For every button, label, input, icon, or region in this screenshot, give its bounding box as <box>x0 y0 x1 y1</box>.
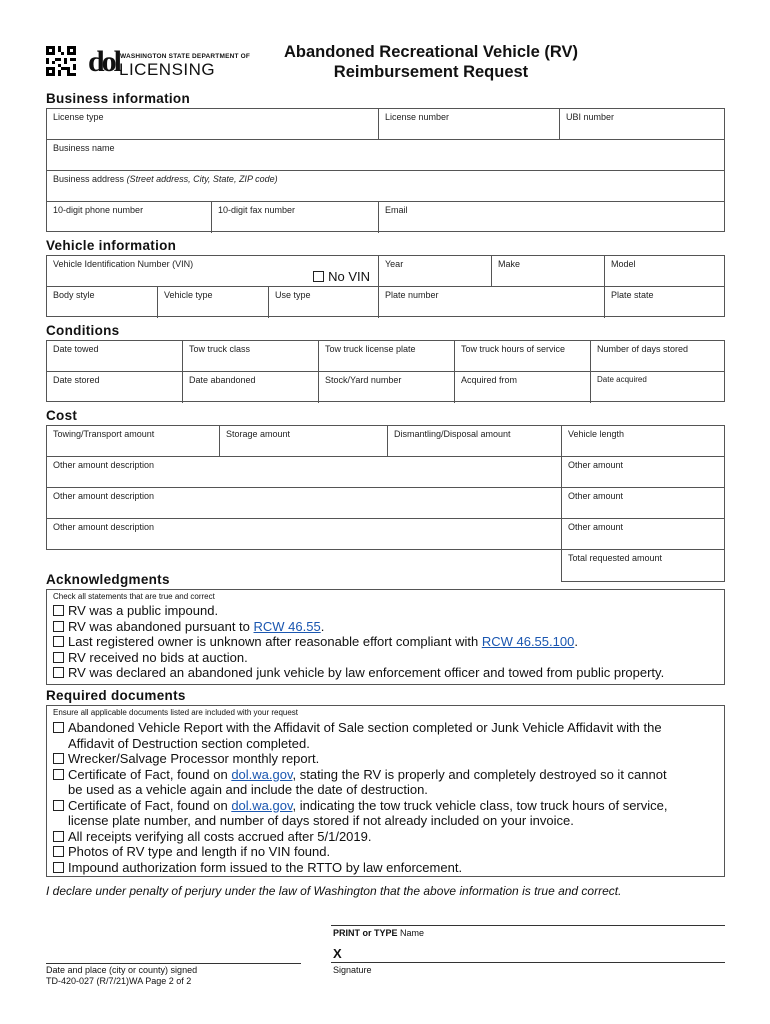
ack-checkbox-1[interactable] <box>53 605 64 616</box>
fax-number-label: 10-digit fax number <box>218 205 296 215</box>
date-abandoned-field[interactable] <box>183 372 319 403</box>
req-item-photos <box>53 844 720 860</box>
ack-checkbox-4[interactable] <box>53 652 64 663</box>
vehicle-length-label: Vehicle length <box>568 429 625 439</box>
business-address-label-text: Business address <box>53 174 125 184</box>
storage-amount-label: Storage amount <box>226 429 291 439</box>
req-text-6: Photos of RV type and length if no VIN found. <box>68 844 331 859</box>
print-name-line[interactable] <box>331 925 725 926</box>
tow-truck-class-field[interactable] <box>183 341 319 371</box>
make-field[interactable] <box>492 256 605 286</box>
dismantling-amount-field[interactable] <box>388 426 562 456</box>
agency-name-main: LICENSING <box>119 60 216 79</box>
acknowledgments-box <box>46 589 725 685</box>
other-amount-label-2: Other amount <box>568 491 624 501</box>
business-address-field[interactable] <box>47 171 724 201</box>
stock-yard-number-label: Stock/Yard number <box>325 375 402 385</box>
date-place-label: Date and place (city or county) signed <box>46 965 198 975</box>
business-address-hint: (Street address, City, State, ZIP code) <box>126 174 278 184</box>
req-text-4b: , indicating the tow truck vehicle class, tow truck hours of service, <box>292 797 668 813</box>
vehicle-length-field[interactable] <box>562 426 724 456</box>
fax-number-field[interactable] <box>212 202 379 233</box>
vehicle-row-2 <box>47 287 724 318</box>
towing-amount-field[interactable] <box>47 426 220 456</box>
date-place-line[interactable] <box>46 963 301 964</box>
acknowledgments-heading: Acknowledgments <box>46 572 170 587</box>
conditions-table <box>46 340 725 402</box>
req-item-receipts <box>53 829 720 845</box>
other-amount-field-1[interactable] <box>562 457 724 487</box>
print-name-label-bold: PRINT or TYPE <box>333 928 398 938</box>
date-towed-label: Date towed <box>53 344 99 354</box>
req-text-4c: license plate number, and number of days stored if not already included on your invoice. <box>68 813 574 828</box>
conditions-row-2 <box>47 372 724 403</box>
cost-row-4 <box>47 519 724 550</box>
total-requested-amount-label: Total requested amount <box>568 553 663 563</box>
no-vin-option <box>313 269 370 284</box>
body-style-field[interactable] <box>47 287 158 318</box>
tow-truck-plate-field[interactable] <box>319 341 455 371</box>
date-acquired-label: Date acquired <box>597 375 647 384</box>
date-stored-field[interactable] <box>47 372 183 403</box>
date-abandoned-label: Date abandoned <box>189 375 256 385</box>
req-text-3c: be used as a vehicle again and include the date of destruction. <box>68 782 428 797</box>
cost-heading: Cost <box>46 408 78 423</box>
email-field[interactable] <box>379 202 724 233</box>
body-style-label: Body style <box>53 290 95 300</box>
tow-truck-hours-label: Tow truck hours of service <box>461 344 566 354</box>
req-text-1a: Abandoned Vehicle Report with the Affidavit of Sale section completed or Junk Vehicle Affidavit with the <box>68 720 662 735</box>
required-documents-box <box>46 705 725 877</box>
business-information-heading: Business information <box>46 91 191 106</box>
ack-item-owner-unknown <box>53 634 720 650</box>
business-address-label <box>53 174 278 184</box>
cost-table <box>46 425 725 550</box>
use-type-field[interactable] <box>269 287 379 318</box>
cost-row-2 <box>47 457 724 488</box>
req-item-certificate-tow <box>53 798 720 829</box>
date-stored-label: Date stored <box>53 375 100 385</box>
year-field[interactable] <box>379 256 492 286</box>
other-description-field-2[interactable] <box>47 488 562 518</box>
perjury-declaration: I declare under penalty of perjury under the law of Washington that the above information is true and correct. <box>46 884 622 898</box>
plate-number-field[interactable] <box>379 287 605 318</box>
use-type-label: Use type <box>275 290 311 300</box>
vehicle-information-table <box>46 255 725 317</box>
phone-number-field[interactable] <box>47 202 212 233</box>
vehicle-type-field[interactable] <box>158 287 269 318</box>
email-label: Email <box>385 205 408 215</box>
req-text-3a: Certificate of Fact, found on <box>68 766 232 782</box>
ack-item-junk-vehicle <box>53 665 720 681</box>
req-text-7: Impound authorization form issued to the RTTO by law enforcement. <box>68 859 463 875</box>
signature-label: Signature <box>333 965 372 975</box>
ack-item-abandoned <box>53 619 720 635</box>
model-field[interactable] <box>605 256 724 286</box>
form-title <box>261 42 601 82</box>
signature-x-mark: X <box>333 946 342 961</box>
req-item-abandoned-report <box>53 720 720 751</box>
business-row-4 <box>47 202 724 233</box>
signature-line[interactable] <box>331 962 725 963</box>
business-row-2 <box>47 140 724 171</box>
qr-code-icon <box>46 46 76 76</box>
vehicle-row-1 <box>47 256 724 287</box>
ack-checkbox-2[interactable] <box>53 621 64 632</box>
other-description-field-1[interactable] <box>47 457 562 487</box>
req-checkbox-4[interactable] <box>53 800 64 811</box>
ack-checkbox-5[interactable] <box>53 667 64 678</box>
ack-text-5: RV was declared an abandoned junk vehicle by law enforcement officer and towed from public property. <box>68 665 665 680</box>
business-name-label: Business name <box>53 143 115 153</box>
year-label: Year <box>385 259 404 269</box>
tow-truck-hours-field[interactable] <box>455 341 591 371</box>
req-checkbox-5[interactable] <box>53 831 64 842</box>
req-checkbox-7[interactable] <box>53 862 64 873</box>
no-vin-checkbox[interactable] <box>313 271 324 282</box>
total-requested-amount-field[interactable] <box>561 550 725 582</box>
req-item-wrecker-report <box>53 751 720 767</box>
ack-item-no-bids <box>53 650 720 666</box>
ack-text-3: Last registered owner is unknown after reasonable effort compliant with <box>68 634 482 649</box>
req-item-certificate-destroyed <box>53 767 720 798</box>
ack-text-3-end: . <box>574 634 578 649</box>
ack-text-4: RV received no bids at auction. <box>68 649 248 665</box>
req-text-5: All receipts verifying all costs accrued after 5/1/2019. <box>68 828 372 844</box>
form-title-line2: Reimbursement Request <box>333 63 529 81</box>
req-checkbox-1[interactable] <box>53 722 64 733</box>
ack-text-2: RV was abandoned pursuant to <box>68 618 254 634</box>
dol-wa-gov-link-1[interactable]: dol.wa.gov <box>231 766 293 782</box>
storage-amount-field[interactable] <box>220 426 388 456</box>
model-label: Model <box>611 259 636 269</box>
req-checkbox-2[interactable] <box>53 753 64 764</box>
vehicle-information-heading: Vehicle information <box>46 238 177 253</box>
date-acquired-field[interactable] <box>591 372 724 403</box>
other-description-label-2: Other amount description <box>53 491 155 501</box>
business-row-3 <box>47 171 724 202</box>
plate-number-label: Plate number <box>385 290 439 300</box>
days-stored-field[interactable] <box>591 341 724 371</box>
vin-label: Vehicle Identification Number (VIN) <box>53 259 194 269</box>
vehicle-type-label: Vehicle type <box>164 290 213 300</box>
req-checkbox-3[interactable] <box>53 769 64 780</box>
required-documents-instruction: Ensure all applicable documents listed are included with your request <box>53 708 299 717</box>
cost-row-1 <box>47 426 724 457</box>
req-text-4a: Certificate of Fact, found on <box>68 797 232 813</box>
req-item-impound-form <box>53 860 720 876</box>
req-text-3b: , stating the RV is properly and completely destroyed so it cannot <box>292 766 667 782</box>
form-number-footer: TD-420-027 (R/7/21)WA Page 2 of 2 <box>46 976 192 986</box>
required-documents-heading: Required documents <box>46 688 186 703</box>
req-text-1b: Affidavit of Destruction section completed. <box>68 735 310 751</box>
license-number-field[interactable] <box>379 109 560 139</box>
print-name-label <box>333 928 424 938</box>
ack-item-public-impound <box>53 603 720 619</box>
license-number-label: License number <box>385 112 450 122</box>
other-description-label-3: Other amount description <box>53 522 155 532</box>
dol-wa-gov-link-2[interactable]: dol.wa.gov <box>231 797 293 813</box>
days-stored-label: Number of days stored <box>597 344 689 354</box>
tow-truck-plate-label: Tow truck license plate <box>325 344 416 354</box>
other-description-field-3[interactable] <box>47 519 562 550</box>
agency-name-small: WASHINGTON STATE DEPARTMENT OF <box>120 53 251 60</box>
license-type-label: License type <box>53 112 104 122</box>
print-name-label-rest: Name <box>397 928 425 938</box>
stock-yard-number-field[interactable] <box>319 372 455 403</box>
date-towed-field[interactable] <box>47 341 183 371</box>
plate-state-field[interactable] <box>605 287 724 318</box>
towing-amount-label: Towing/Transport amount <box>53 429 155 439</box>
other-amount-label-1: Other amount <box>568 460 624 470</box>
acquired-from-label: Acquired from <box>461 375 518 385</box>
acknowledgments-list <box>53 603 720 681</box>
other-amount-field-2[interactable] <box>562 488 724 518</box>
form-header <box>46 42 726 92</box>
ubi-number-label: UBI number <box>566 112 615 122</box>
form-title-line1: Abandoned Recreational Vehicle (RV) <box>283 43 579 61</box>
other-amount-label-3: Other amount <box>568 522 624 532</box>
plate-state-label: Plate state <box>611 290 654 300</box>
other-description-label-1: Other amount description <box>53 460 155 470</box>
acknowledgments-instruction: Check all statements that are true and correct <box>53 592 215 601</box>
make-label: Make <box>498 259 521 269</box>
ack-text-1: RV was a public impound. <box>68 603 219 618</box>
ubi-number-field[interactable] <box>560 109 724 139</box>
req-text-2: Wrecker/Salvage Processor monthly report. <box>68 751 320 766</box>
no-vin-label: No VIN <box>328 269 370 284</box>
rcw-46-55-100-link[interactable]: RCW 46.55.100 <box>481 634 575 649</box>
other-amount-field-3[interactable] <box>562 519 724 550</box>
vin-field[interactable] <box>47 256 379 286</box>
dismantling-amount-label: Dismantling/Disposal amount <box>394 429 511 439</box>
business-name-field[interactable] <box>47 140 724 170</box>
license-type-field[interactable] <box>47 109 379 139</box>
rcw-46-55-link[interactable]: RCW 46.55 <box>253 618 321 634</box>
acquired-from-field[interactable] <box>455 372 591 403</box>
conditions-heading: Conditions <box>46 323 120 338</box>
ack-checkbox-3[interactable] <box>53 636 64 647</box>
cost-row-3 <box>47 488 724 519</box>
conditions-row-1 <box>47 341 724 372</box>
req-checkbox-6[interactable] <box>53 846 64 857</box>
business-row-1 <box>47 109 724 140</box>
ack-text-2-end: . <box>320 618 325 634</box>
business-information-table <box>46 108 725 232</box>
required-documents-list <box>53 720 720 875</box>
logo-mark: dol <box>88 45 120 78</box>
dol-logo <box>88 46 278 78</box>
phone-number-label: 10-digit phone number <box>53 205 144 215</box>
tow-truck-class-label: Tow truck class <box>189 344 251 354</box>
